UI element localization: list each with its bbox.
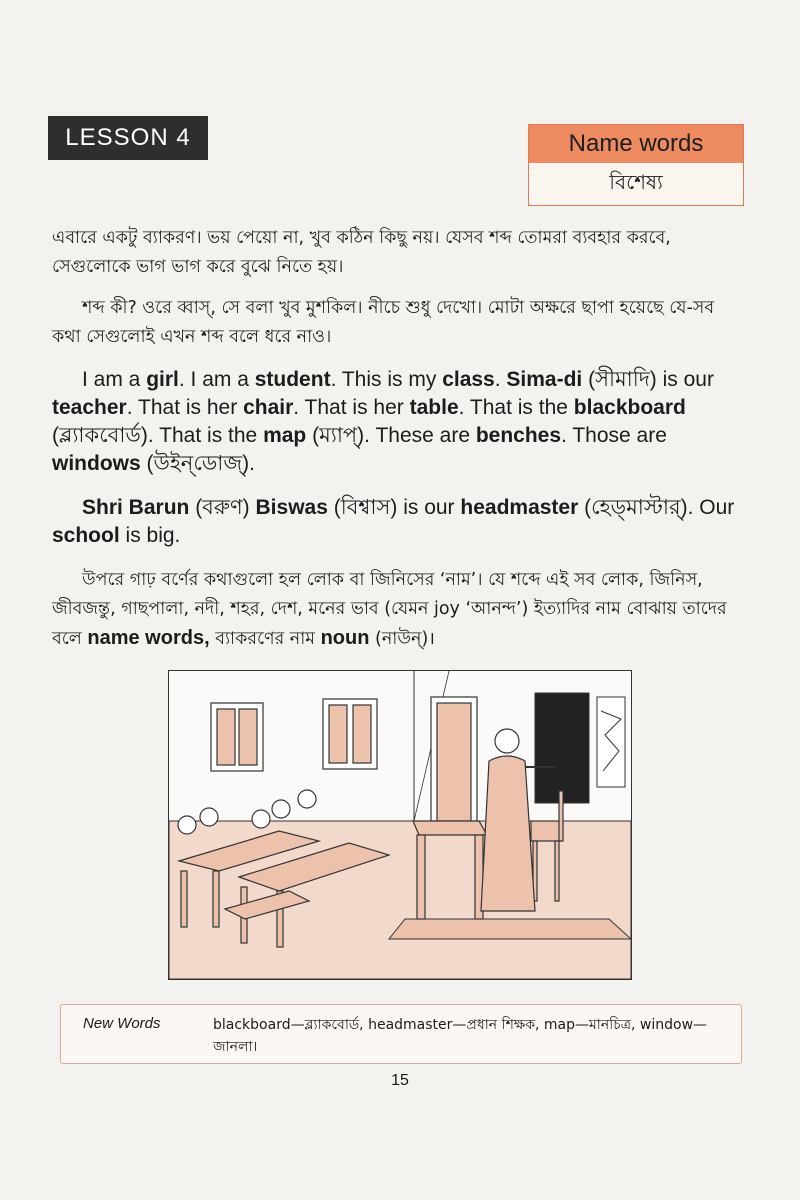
classroom-drawing [169,671,631,979]
bold-word: student [254,368,331,391]
p3-text: (সীমাদি) is our [582,368,714,391]
bold-word: Shri Barun [82,496,190,519]
bold-word: teacher [52,396,127,419]
bold-word: school [52,524,120,547]
p4-text: (বরুণ) [189,496,256,519]
bold-word: map [263,424,307,447]
p3-text: . That is the [458,396,574,419]
bold-word: chair [243,396,294,419]
door [431,697,477,821]
lesson-badge: LESSON 4 [48,116,208,160]
bold-term: noun [320,627,370,649]
topic-subtitle: বিশেষ্য [609,169,663,194]
p3-text: I am a [82,368,147,391]
bold-word: Sima-di [506,368,583,391]
topic-box [528,124,744,206]
bold-word: benches [475,424,562,447]
bold-word: Biswas [255,496,328,519]
p5-text: ব্যাকরণের নাম [209,629,321,649]
p3-text: (ম্যাপ্). These are [306,424,476,447]
new-words-label: New Words [83,1015,161,1032]
p4-text: is big. [119,524,181,547]
explanation-paragraph [52,566,742,654]
p5-text: উপরে গাঢ় বর্ণের কথাগুলো হল লোক বা জিনিসের ‘নাম’। যে শব্দে এই সব লোক, জিনিস, জীবজন্তু, গাছপালা, নদী, শহর, দেশ, মনের ভাব (যেমন joy ‘আনন্দ’) ইত্যাদির নাম বোঝায় তাদের বলে [52,570,727,649]
window-middle [323,699,377,769]
bold-word: table [409,396,459,419]
p3-text: . That is her [293,396,410,419]
example-paragraph-1 [52,366,742,478]
p3-text: . I am a [178,368,255,391]
topic-title: Name words [529,125,743,163]
p4-text: (হেড্‌মাস্টার্). Our [578,496,735,519]
bold-word: windows [52,452,141,475]
p4-text: (বিশ্বাস) is our [327,496,461,519]
example-paragraph-2 [52,494,742,550]
new-words-box [60,1004,742,1064]
bold-word: blackboard [573,396,686,419]
p3-text: . Those are [561,424,667,447]
intro-paragraph: এবারে একটু ব্যাকরণ। ভয় পেয়ো না, খুব কঠিন কিছু নয়। যেসব শব্দ তোমরা ব্যবহার করবে, সেগুলোকে ভাগ ভাগ করে বুঝে নিতে হয়। [52,228,671,277]
p5-text: (নাউন্)। [369,629,435,649]
page-number: 15 [391,1072,409,1089]
bold-term: name words, [87,627,210,649]
p3-text: . That is her [126,396,244,419]
p3-text: (উইন্‌ডোজ্). [140,452,255,475]
bold-word: headmaster [460,496,579,519]
blackboard [535,693,589,803]
classroom-illustration [168,670,632,980]
p3-text: . This is my [330,368,443,391]
new-words-text: blackboard—ব্ল্যাকবোর্ড, headmaster—প্রধান শিক্ষক, map—মানচিত্র, window—জানলা। [213,1017,708,1055]
word-paragraph: শব্দ কী? ওরে ব্বাস্, সে বলা খুব মুশকিল। নীচে শুধু দেখো। মোটা অক্ষরে ছাপা হয়েছে যে-সব কথা সেগুলোই এখন শব্দ বলে ধরে নাও। [52,298,715,347]
p3-text: (ব্ল্যাকবোর্ড). That is the [52,424,264,447]
bold-word: girl [146,368,179,391]
bold-word: class [442,368,495,391]
window-left [211,703,263,771]
p3-text: . [494,368,507,391]
